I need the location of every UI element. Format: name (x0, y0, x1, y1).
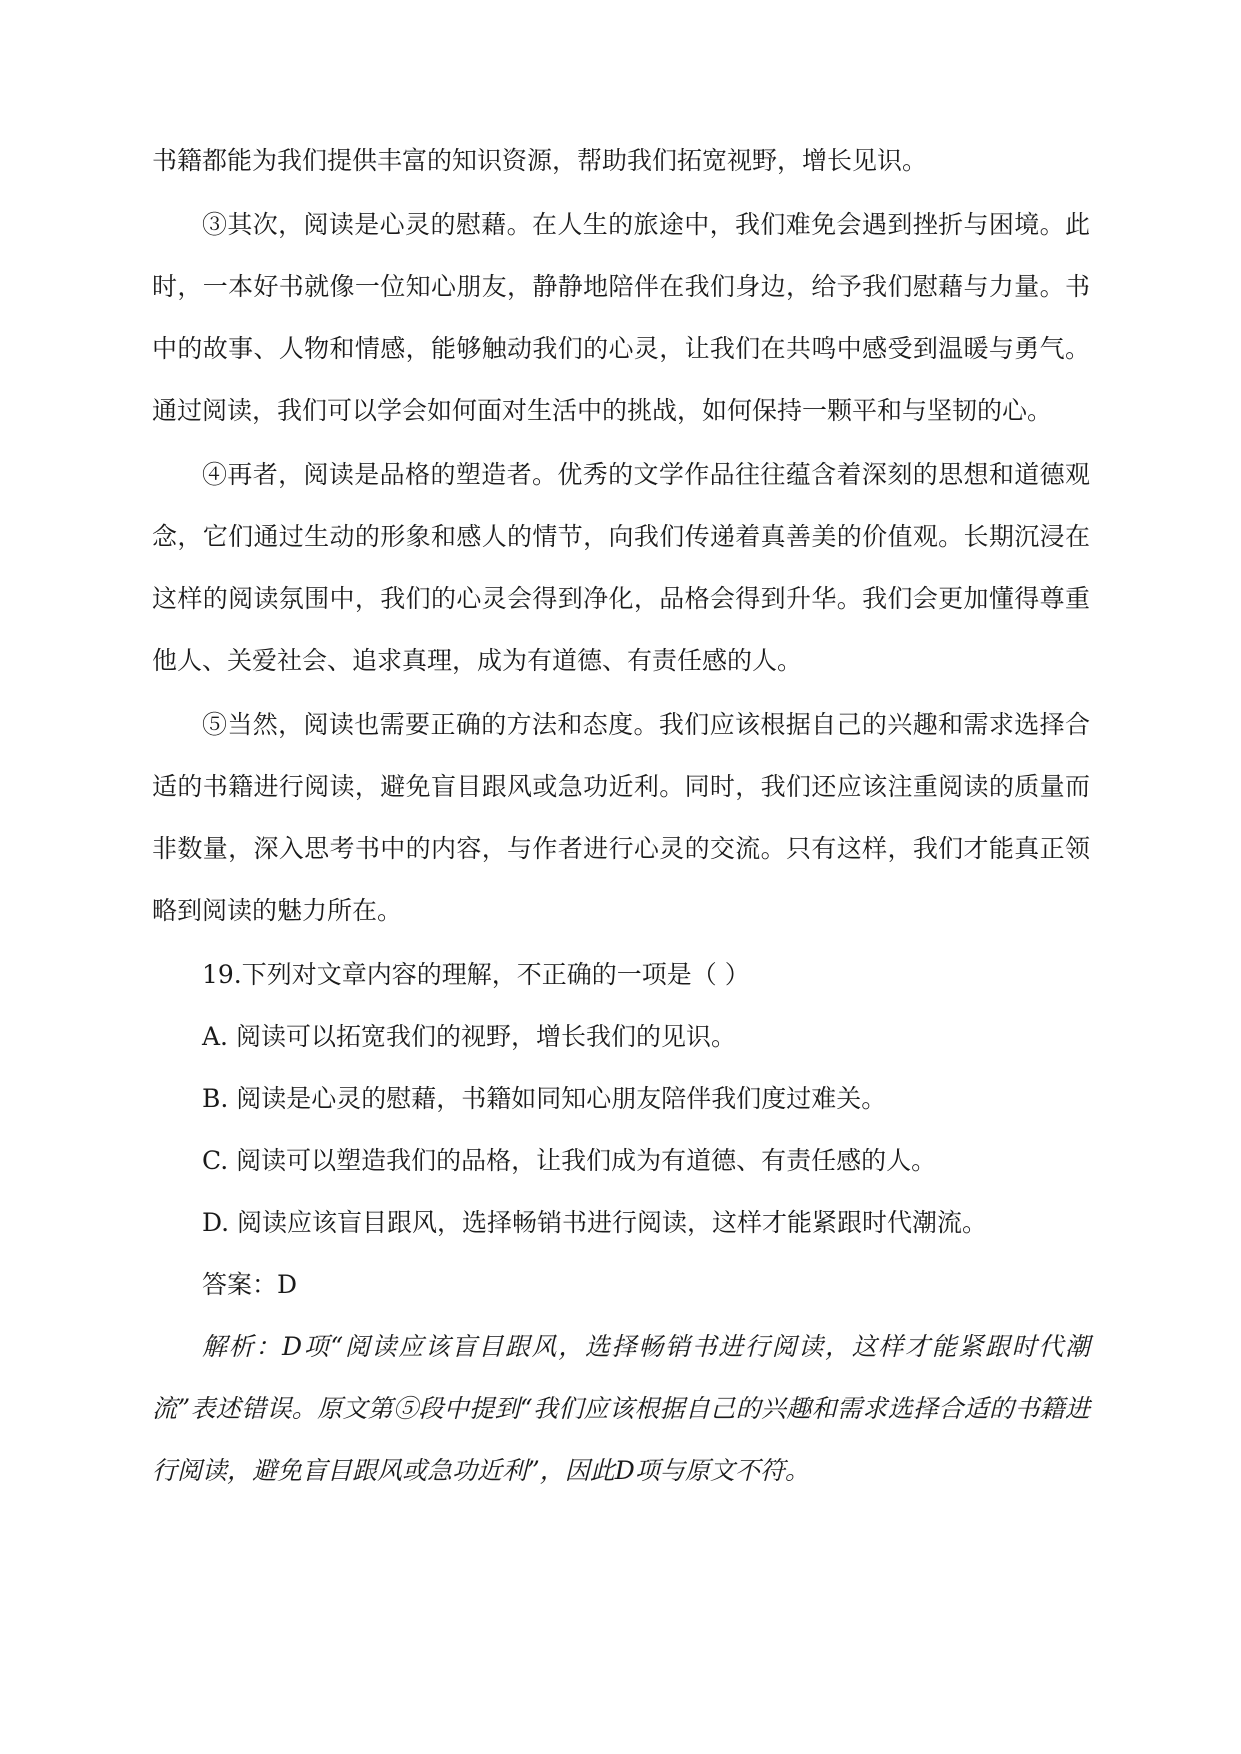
passage-paragraph-5: ⑤当然，阅读也需要正确的方法和态度。我们应该根据自己的兴趣和需求选择合适的书籍进行阅读，避免盲目跟风或急功近利。同时，我们还应该注重阅读的质量而非数量，深入思考书中的内容，与作者进行心灵的交流。只有这样，我们才能真正领略到阅读的魅力所在。 (152, 710, 1090, 925)
answer-text: 答案：D (202, 1270, 298, 1299)
option-a: A. 阅读可以拓宽我们的视野，增长我们的见识。 (202, 1022, 736, 1051)
option-b: B. 阅读是心灵的慰藉，书籍如同知心朋友陪伴我们度过难关。 (202, 1084, 887, 1113)
question-stem: 19.下列对文章内容的理解，不正确的一项是（ ） (202, 960, 750, 989)
analysis-text: 解析：D项“阅读应该盲目跟风，选择畅销书进行阅读，这样才能紧跟时代潮流”表述错误。原文第⑤段中提到“我们应该根据自己的兴趣和需求选择合适的书籍进行阅读，避免盲目跟风或急功近利”，因此D项与原文不符。 (152, 1332, 1090, 1485)
document-page (152, 130, 1090, 1502)
passage-continuation: 书籍都能为我们提供丰富的知识资源，帮助我们拓宽视野，增长见识。 (152, 146, 928, 175)
passage-paragraph-4: ④再者，阅读是品格的塑造者。优秀的文学作品往往蕴含着深刻的思想和道德观念，它们通过生动的形象和感人的情节，向我们传递着真善美的价值观。长期沉浸在这样的阅读氛围中，我们的心灵会得到净化，品格会得到升华。我们会更加懂得尊重他人、关爱社会、追求真理，成为有道德、有责任感的人。 (152, 460, 1090, 675)
passage-paragraph-3: ③其次，阅读是心灵的慰藉。在人生的旅途中，我们难免会遇到挫折与困境。此时，一本好书就像一位知心朋友，静静地陪伴在我们身边，给予我们慰藉与力量。书中的故事、人物和情感，能够触动我们的心灵，让我们在共鸣中感受到温暖与勇气。通过阅读，我们可以学会如何面对生活中的挑战，如何保持一颗平和与坚韧的心。 (152, 210, 1090, 425)
option-d: D. 阅读应该盲目跟风，选择畅销书进行阅读，这样才能紧跟时代潮流。 (202, 1208, 988, 1237)
option-c: C. 阅读可以塑造我们的品格，让我们成为有道德、有责任感的人。 (202, 1146, 937, 1175)
